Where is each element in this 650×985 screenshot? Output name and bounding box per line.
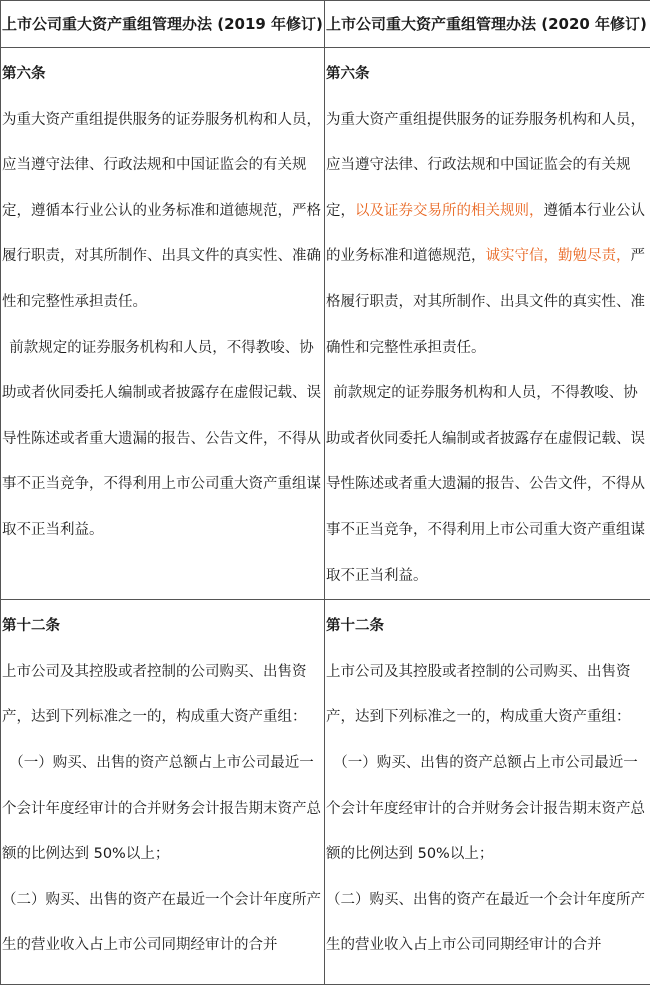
article-6-2020-cell: [325, 48, 650, 600]
paragraph: 前款规定的证券服务机构和人员，不得教唆、协助或者伙同委托人编制或者披露存在虚假记载、误导性陈述或者重大遗漏的报告、公告文件，不得从事不正当竞争，不得利用上市公司重大资产重组谋取不正当利益。: [326, 371, 650, 599]
table-row: [1, 600, 650, 985]
paragraph: 为重大资产重组提供服务的证券服务机构和人员，应当遵守法律、行政法规和中国证监会的有关规定，遵循本行业公认的业务标准和道德规范，严格履行职责，对其所制作、出具文件的真实性、准确性和完整性承担责任。: [2, 98, 324, 326]
article-title: 第六条: [326, 52, 650, 98]
paragraph: （二）购买、出售的资产在最近一个会计年度所产生的营业收入占上市公司同期经审计的合并: [326, 878, 650, 969]
paragraph: （二）购买、出售的资产在最近一个会计年度所产生的营业收入占上市公司同期经审计的合并: [2, 878, 324, 969]
text-span: 严格履行职责，对其所制作、出具文件的真实性、准确性和完整性承担责任。: [326, 248, 645, 355]
article-title: 第十二条: [326, 604, 650, 650]
paragraph: （一）购买、出售的资产总额占上市公司最近一个会计年度经审计的合并财务会计报告期末资产总额的比例达到 50%以上；: [2, 741, 324, 878]
article-12-2019-cell: [1, 600, 325, 985]
paragraph: [326, 98, 650, 372]
header-row: [1, 1, 650, 48]
article-6-2019-cell: [1, 48, 325, 600]
header-2019: 上市公司重大资产重组管理办法 (2019 年修订): [1, 1, 325, 48]
header-2020: 上市公司重大资产重组管理办法 (2020 年修订): [325, 1, 650, 48]
article-title: 第六条: [2, 52, 324, 98]
table-row: [1, 48, 650, 600]
added-text: 诚实守信，勤勉尽责，: [486, 248, 631, 264]
text-span: 遵循本行业公认的业务标准和道德规范，: [326, 203, 645, 265]
article-12-2020-cell: [325, 600, 650, 985]
article-title: 第十二条: [2, 604, 324, 650]
paragraph: 前款规定的证券服务机构和人员，不得教唆、协助或者伙同委托人编制或者披露存在虚假记载、误导性陈述或者重大遗漏的报告、公告文件，不得从事不正当竞争，不得利用上市公司重大资产重组谋取不正当利益。: [2, 326, 324, 554]
paragraph: 上市公司及其控股或者控制的公司购买、出售资产，达到下列标准之一的，构成重大资产重组：: [2, 650, 324, 741]
paragraph: （一）购买、出售的资产总额占上市公司最近一个会计年度经审计的合并财务会计报告期末资产总额的比例达到 50%以上；: [326, 741, 650, 878]
text-span: 为重大资产重组提供服务的证券服务机构和人员，应当遵守法律、行政法规和中国证监会的有关规定，: [326, 112, 645, 219]
paragraph: 上市公司及其控股或者控制的公司购买、出售资产，达到下列标准之一的，构成重大资产重组：: [326, 650, 650, 741]
added-text: 以及证券交易所的相关规则，: [355, 203, 544, 219]
